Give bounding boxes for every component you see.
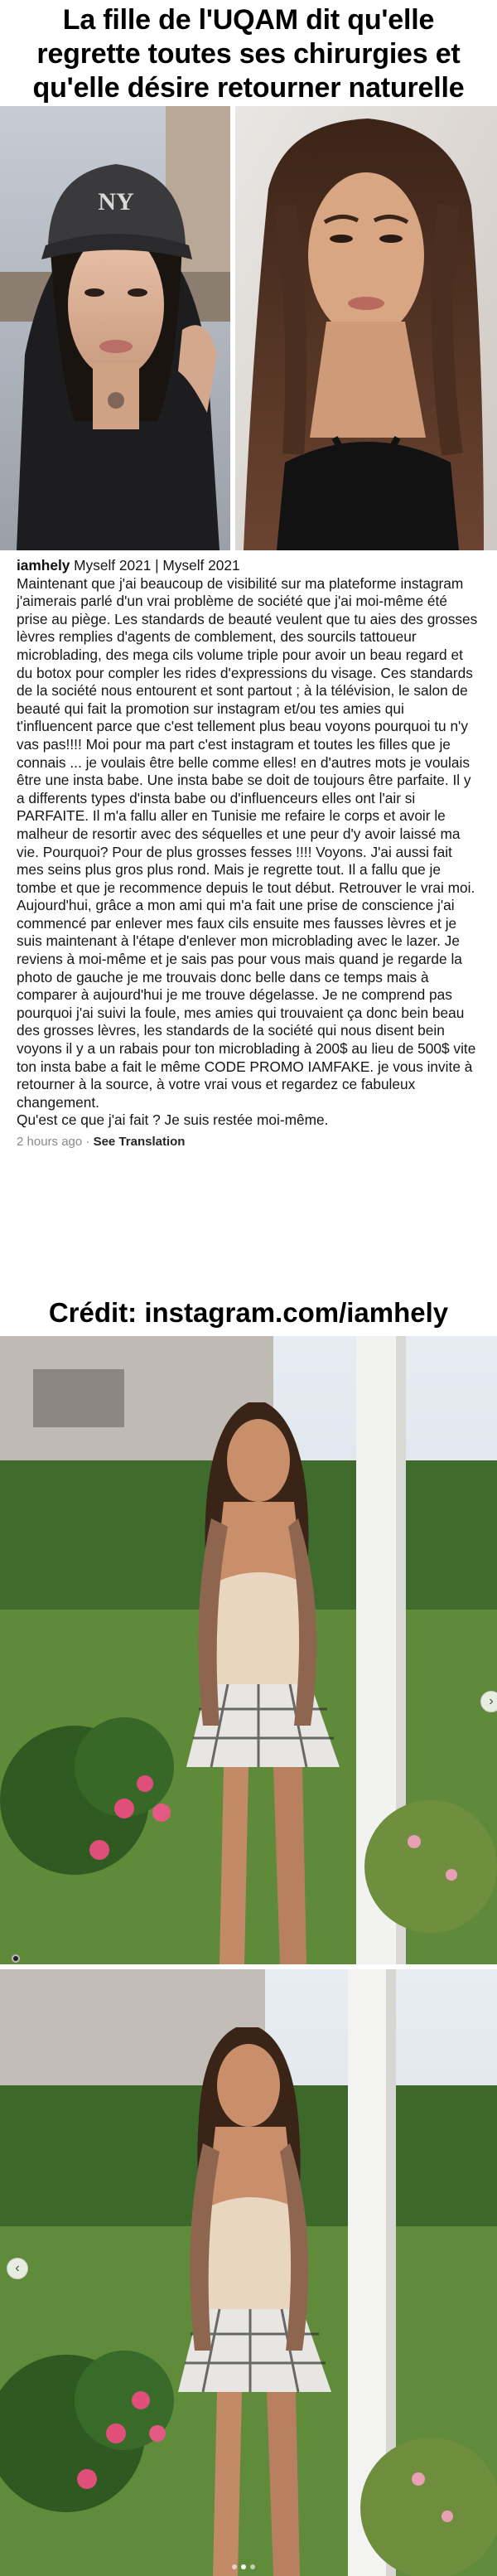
photo-before <box>0 106 230 550</box>
headline <box>0 0 497 106</box>
headline-line-2: regrette toutes ses chirurgies et <box>36 38 461 70</box>
carousel-indicator-dot <box>12 1954 20 1963</box>
headline-line-3: qu'elle désire retourner naturelle <box>32 72 465 104</box>
post-body: Maintenant que j'ai beaucoup de visibilité sur ma plateforme instagram j'aimerais parlé d'un vrai problème de société que j'ai moi-même été prise au piège. Les standards de beauté veulent que tu aies des grosses lèvres remplies d'agents de comblement, des sourcils tattoueur microblading, des mega cils volume triple pour avoir un beau regard et du botox pour compler les rides d'expressions du visage. Ces standards de la société nous entourent et sont partout ; à la télévision, le salon de beauté qui fait la promotion sur instagram et/ou tes amies qui t'influencent parce que c'est tellement plus beau voyons pourquoi tu n'y vas pas!!!! Moi pour ma part c'est instagram et toutes les filles que je connais ... je voulais être belle comme elles! en d'autres mots je voulais être une insta babe. Une insta babe se doit de toujours être parfaite. Il y a differents types d'insta babe ou d'influenceurs elles ont l'air si PARFAITE. Il m'a fallu aller en Tunisie me refaire le corps et avoir le malheur de resortir avec des séquelles et une peur d'y avoir laissé ma vie. Pourquoi? Pour de plus grosses fesses !!!! Voyons. J'ai aussi fait mes seins plus gros plus rond. Mais je regrette tout. Il a fallu que je tombe et que je recommence depuis le tout début. Retrouver le vrai moi. Aujourd'hui, grâce a mon ami qui m'a fait une prise de conscience j'ai commencé par enlever mes faux cils ensuite mes fausses lèvres et je suis maintenant à l'étape d'enlever mon microblading avec le lazer. Je reviens à moi-même et je sais pas pour vous mais quand je regarde la photo de gauche je me trouvais donc belle dans ce temps mais à comparer à aujourd'hui je me trouve dégelasse. Je ne comprend pas pourquoi j'ai suivi la foule, mes amies qui trouvaient ça donc bein beau des grosses lèvres, les standards de la société qui nous disent bein voyons il y a un rabais pour ton microblading à 200$ au lieu de 500$ vite ton insta babe a fait le même CODE PROMO IAMFAKE. je vous invite à retourner à la source, à votre vrai vous et regardez ce fabuleux changement. Qu'est ce que j'ai fait ? Je suis restée moi-même. <box>17 574 478 1129</box>
carousel-prev-button[interactable]: ‹ <box>7 2258 28 2279</box>
post-caption-head: Myself 2021 | Myself 2021 <box>70 557 240 574</box>
carousel-dot <box>250 2564 255 2569</box>
headline-line-1: La fille de l'UQAM dit qu'elle <box>62 4 435 36</box>
post-time: 2 hours ago <box>17 1135 83 1149</box>
post-meta <box>17 1135 480 1149</box>
carousel-next-button[interactable]: › <box>480 1691 497 1712</box>
photo-after <box>235 106 497 550</box>
photo-credit: Crédit: instagram.com/iamhely <box>48 1297 449 1328</box>
carousel-dot <box>232 2564 237 2569</box>
meta-separator: · <box>82 1135 94 1149</box>
post-username[interactable]: iamhely <box>17 557 70 574</box>
photo-garden-2 <box>0 1969 497 2576</box>
photo-garden-1 <box>0 1336 497 1964</box>
see-translation-link[interactable]: See Translation <box>93 1135 186 1149</box>
svg-text:NY: NY <box>98 188 134 215</box>
carousel-dots <box>232 2564 255 2571</box>
post-caption <box>17 557 480 1130</box>
instagram-post <box>0 550 497 1323</box>
carousel-dot-active <box>241 2564 246 2569</box>
